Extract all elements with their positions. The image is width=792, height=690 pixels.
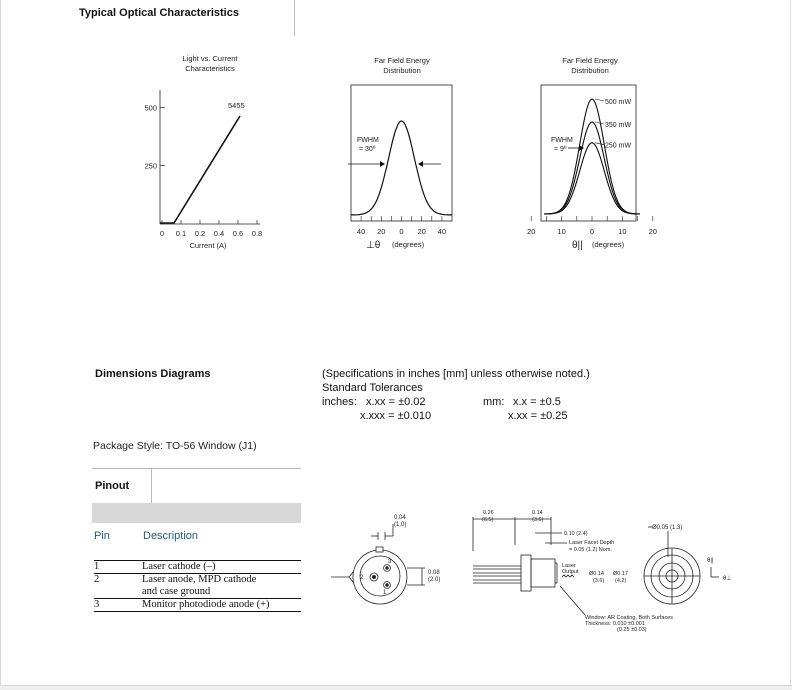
chart-far-field-parallel <box>527 50 660 265</box>
chart-far-field-perpendicular <box>340 50 460 265</box>
side-dim-a-mm: (6.5) <box>482 517 494 523</box>
window-note-line2: Thickness: 0.010 ±0.001 <box>585 621 645 627</box>
x-tick-label: 10 <box>618 227 627 236</box>
x-tick-label: 20 <box>648 227 657 236</box>
chart-light-vs-current <box>130 48 280 258</box>
fwhm-value: = 9º <box>554 146 567 153</box>
chart1-title-line1: Light vs. Current <box>182 54 238 63</box>
theta-parallel-label: θ|| <box>707 558 714 564</box>
pinout-top-rule <box>92 468 301 469</box>
drawing-front-view <box>640 515 790 610</box>
drawing-pin-view <box>325 510 465 620</box>
mm-tolerance-1dp: x.x = ±0.5 <box>513 396 561 408</box>
x-tick-label: 0.1 <box>175 229 187 238</box>
diameter-2: Ø0.17 <box>613 571 628 577</box>
window-note-line1: Window: AR Coating, Both Surfaces <box>585 615 674 621</box>
series-leader <box>595 99 604 101</box>
facet-depth-line1: Laser Facet Depth <box>569 540 615 546</box>
plot-frame <box>351 85 452 221</box>
chart3-title-line2: Distribution <box>571 66 609 75</box>
pinout-title: Pinout <box>95 480 130 492</box>
page-border-bottom <box>0 685 792 690</box>
x-tick-label: 40 <box>437 227 447 236</box>
inches-tolerance-3dp: x.xxx = ±0.010 <box>360 410 432 422</box>
x-tick-label: 0 <box>159 229 165 238</box>
pin-description: Laser anode, MPD cathode and case ground <box>142 574 257 597</box>
diameter-2-mm: (4.2) <box>615 578 627 584</box>
inches-label: inches: <box>322 396 357 408</box>
x-axis-units: (degrees) <box>392 240 425 249</box>
series-label: 350 mW <box>605 122 632 129</box>
mm-label: mm: <box>483 396 505 408</box>
pin-description: Laser cathode (–) <box>142 561 216 572</box>
table-row <box>94 574 301 599</box>
pin-1-label: 1 <box>383 590 387 596</box>
x-tick-label: 40 <box>356 227 366 236</box>
side-dim-a: 0.26 <box>483 510 494 516</box>
diameter-1-mm: (3.6) <box>593 578 605 584</box>
fwhm-value: = 30º <box>359 146 376 153</box>
spec-note: (Specifications in inches [mm] unless otherwise noted.) <box>322 368 590 380</box>
pinout-table <box>94 560 301 612</box>
table-row <box>94 599 301 612</box>
fwhm-label: FWHM <box>357 137 379 144</box>
inches-tolerance-2dp: x.xx = ±0.02 <box>366 396 426 408</box>
package-style: Package Style: TO-56 Window (J1) <box>93 440 257 452</box>
x-tick-label: 20 <box>527 227 536 236</box>
theta-perpendicular-label: θ⊥ <box>723 576 732 582</box>
tolerance-title: Standard Tolerances <box>322 382 423 394</box>
x-tick-label: 20 <box>377 227 386 236</box>
series-label: 5455 <box>228 101 245 110</box>
chart2-title-line2: Distribution <box>383 66 421 75</box>
pin-3-label: 3 <box>388 559 392 565</box>
pin-2-label: 2 <box>360 575 364 581</box>
x-axis-units: (degrees) <box>592 240 625 249</box>
pin-description: Monitor photodiode anode (+) <box>142 599 270 610</box>
pin-number: 1 <box>94 561 100 572</box>
series-leader <box>595 122 604 124</box>
pin-view-dim-right-mm: (2.0) <box>428 577 441 583</box>
pin-view-dim-top: 0.04 <box>394 515 406 521</box>
chart3-plot-area <box>527 85 657 251</box>
chart3-title-line1: Far Field Energy <box>562 56 618 65</box>
series-curve <box>544 143 640 214</box>
side-dim-c: 0.10 (2.4) <box>564 531 588 537</box>
pin-view-dim-top-mm: (1.0) <box>394 522 407 528</box>
x-axis-symbol: θ|| <box>572 240 583 251</box>
chart2-plot-area <box>348 85 452 251</box>
fwhm-label: FWHM <box>551 137 573 144</box>
pin-number: 3 <box>94 599 100 610</box>
x-tick-label: 0 <box>399 227 404 236</box>
chart1-title-line2: Characteristics <box>185 64 235 73</box>
x-tick-label: 0.4 <box>213 229 225 238</box>
page-border-left <box>0 0 1 689</box>
dimensions-title: Dimensions Diagrams <box>95 368 211 380</box>
window-note-line3: (0.25 ±0.03) <box>617 627 647 633</box>
description-column-header: Description <box>143 530 199 542</box>
far-field-curve <box>351 121 452 215</box>
section-title: Typical Optical Characteristics <box>79 7 239 19</box>
laser-output-line2: Output <box>562 569 579 575</box>
series-curve <box>544 122 640 214</box>
pin-column-header: Pin <box>94 530 110 542</box>
diameter-1: Ø0.14 <box>589 571 604 577</box>
pin-view-dim-right: 0.08 <box>428 570 440 576</box>
laser-output-line1: Laser <box>562 563 576 569</box>
fwhm-arrow-right-head <box>418 161 423 167</box>
x-tick-label: 0 <box>589 227 595 236</box>
pin-number: 2 <box>94 574 100 585</box>
chart2-title-line1: Far Field Energy <box>374 56 430 65</box>
header-divider <box>294 0 295 36</box>
facet-depth-line2: = 0.05 (1.2) Nom. <box>569 547 612 553</box>
x-axis-symbol: ⊥θ <box>366 240 381 251</box>
x-tick-label: 0.2 <box>194 229 206 238</box>
chart1-plot-area <box>144 90 262 250</box>
page-border-right <box>790 0 791 689</box>
series-leader <box>595 143 604 145</box>
mm-tolerance-2dp: x.xx = ±0.25 <box>508 410 568 422</box>
x-tick-label: 10 <box>557 227 566 236</box>
series-label: 500 mW <box>605 99 632 106</box>
x-axis-label: Current (A) <box>189 241 227 250</box>
x-tick-label: 0.6 <box>232 229 244 238</box>
series-line-5455 <box>160 116 240 223</box>
y-tick-label: 500 <box>144 103 157 113</box>
side-dim-b-mm: (3.6) <box>532 517 544 523</box>
side-dim-b: 0.14 <box>532 510 543 516</box>
x-tick-label: 0.8 <box>251 229 263 238</box>
fwhm-arrow-left-head <box>380 161 385 167</box>
x-tick-label: 20 <box>417 227 426 236</box>
front-view-diameter: Ø0.05 (1.3) <box>652 525 683 531</box>
series-curve <box>544 99 640 214</box>
series-label: 250 mW <box>605 142 632 150</box>
pinout-band <box>92 503 301 523</box>
y-tick-label: 250 <box>144 161 157 171</box>
table-row <box>94 561 301 574</box>
